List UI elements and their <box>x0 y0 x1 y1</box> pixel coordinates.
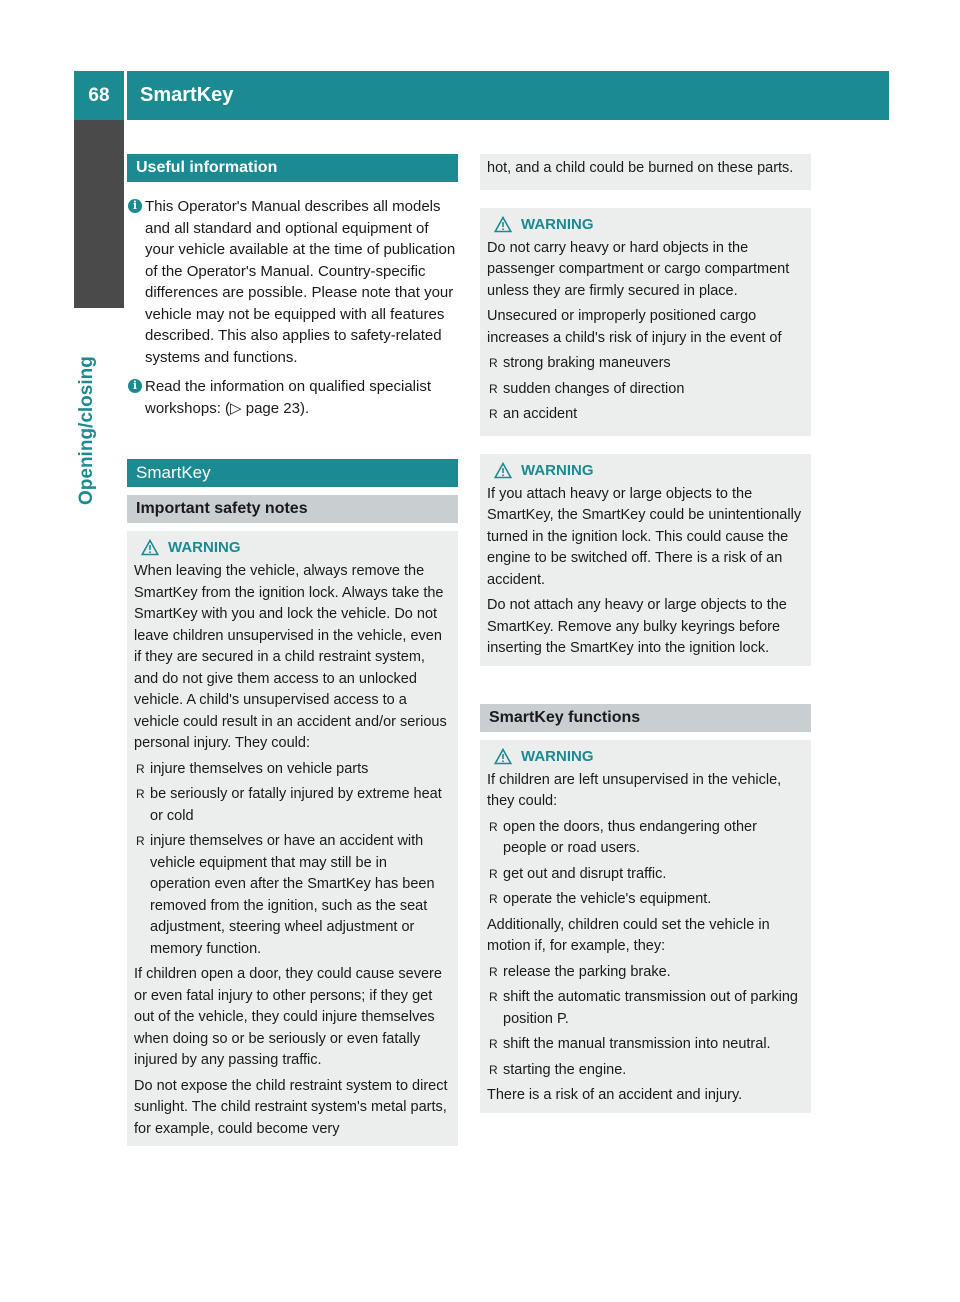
warning-box <box>480 454 811 666</box>
warning-label: WARNING <box>521 215 594 233</box>
info-note <box>127 196 458 368</box>
list-item: R strong braking maneuvers <box>487 353 804 375</box>
list-item: R release the parking brake. <box>487 962 804 984</box>
warning-text: Unsecured or improperly positioned cargo increases a child's risk of injury in the event of <box>487 308 782 346</box>
list-item: R starting the engine. <box>487 1060 804 1082</box>
useful-info-heading: Useful information <box>127 154 458 182</box>
warning-text: Do not attach any heavy or large objects to the SmartKey. Remove any bulky keyrings before inserting the SmartKey into the ignition lock. <box>487 597 787 656</box>
warning-bullets <box>487 817 804 911</box>
section-label: Opening/closing <box>76 356 97 505</box>
warning-text: There is a risk of an accident and injury. <box>487 1087 743 1103</box>
warning-box <box>480 740 811 1113</box>
warning-text: Do not carry heavy or hard objects in the passenger compartment or cargo compartment unless they are firmly secured in place. <box>487 239 790 299</box>
page-title: SmartKey <box>140 84 234 106</box>
info-icon: i <box>128 199 142 213</box>
right-column <box>480 154 811 1113</box>
warning-triangle-icon <box>141 539 159 556</box>
warning-text: If children are left unsupervised in the vehicle, they could: <box>487 771 782 809</box>
warning-text: If you attach heavy or large objects to the SmartKey, the SmartKey could be unintentionally turned in the ignition lock. This could cause the engine to be switched off. There is a risk of an accident. <box>487 485 802 588</box>
list-item: R open the doors, thus endangering other people or road users. <box>487 817 804 860</box>
smartkey-heading: SmartKey <box>127 459 458 487</box>
header-divider <box>124 71 127 120</box>
warning-box <box>480 208 811 436</box>
warning-continuation-box <box>480 154 811 190</box>
warning-header <box>487 460 804 482</box>
list-item: R operate the vehicle's equipment. <box>487 889 804 911</box>
warning-label: WARNING <box>168 539 241 556</box>
warning-bullets <box>134 759 451 961</box>
list-item: R an accident <box>487 404 804 426</box>
safety-notes-heading: Important safety notes <box>127 495 458 523</box>
functions-heading: SmartKey functions <box>480 704 811 732</box>
warning-header <box>487 214 804 236</box>
list-item: R get out and disrupt traffic. <box>487 864 804 886</box>
warning-text: If children open a door, they could cause severe or even fatal injury to other persons; if they get out of the vehicle, they could injure themselves when doing so or be seriously or even fatally injured by any passing traffic. <box>134 966 442 1068</box>
warning-text: hot, and a child could be burned on these parts. <box>487 160 794 176</box>
list-item: R sudden changes of direction <box>487 379 804 401</box>
info-note <box>127 376 458 419</box>
info-note-text: This Operator's Manual describes all models and all standard and optional equipment of your vehicle available at the time of publication of the Operator's Manual. Country-specific differences are possible. Please note that your vehicle may not be equipped with all features described. This also applies to safety-related systems and functions. <box>145 198 456 366</box>
left-column <box>127 154 458 1146</box>
list-item: R be seriously or fatally injured by extreme heat or cold <box>134 784 451 827</box>
warning-triangle-icon <box>494 216 512 233</box>
warning-label: WARNING <box>521 747 594 765</box>
page-number: 68 <box>88 85 110 106</box>
list-item: R injure themselves on vehicle parts <box>134 759 451 781</box>
warning-triangle-icon <box>494 748 512 765</box>
warning-bullets <box>487 353 804 426</box>
info-note-text: Read the information on qualified specialist workshops: (▷ page 23). <box>145 378 432 417</box>
list-item: R injure themselves or have an accident with vehicle equipment that may still be in operation even after the SmartKey has been removed from the ignition, such as the seat adjustment, steering wheel adjustment or memory function. <box>134 831 451 960</box>
warning-triangle-icon <box>494 462 512 479</box>
warning-label: WARNING <box>521 461 594 479</box>
list-item: R shift the manual transmission into neutral. <box>487 1034 804 1056</box>
list-item: R shift the automatic transmission out of parking position P. <box>487 987 804 1030</box>
info-icon: i <box>128 379 142 393</box>
warning-text: When leaving the vehicle, always remove the SmartKey from the ignition lock. Always take the SmartKey with you and lock the vehicle. Do not leave children unsupervised in the vehicle, even if they are secured in a child restraint system, and do not give them access to an unlocked vehicle. A child's unsupervised access to a vehicle could result in an accident and/or serious personal injury. They could: <box>134 563 447 751</box>
warning-bullets <box>487 962 804 1082</box>
warning-text: Do not expose the child restraint system to direct sunlight. The child restraint system's metal parts, for example, could become very <box>134 1077 448 1137</box>
warning-text: Additionally, children could set the vehicle in motion if, for example, they: <box>487 916 770 954</box>
warning-header <box>487 746 804 768</box>
warning-box <box>127 531 458 1146</box>
section-tab <box>74 120 124 308</box>
warning-header <box>134 537 451 559</box>
